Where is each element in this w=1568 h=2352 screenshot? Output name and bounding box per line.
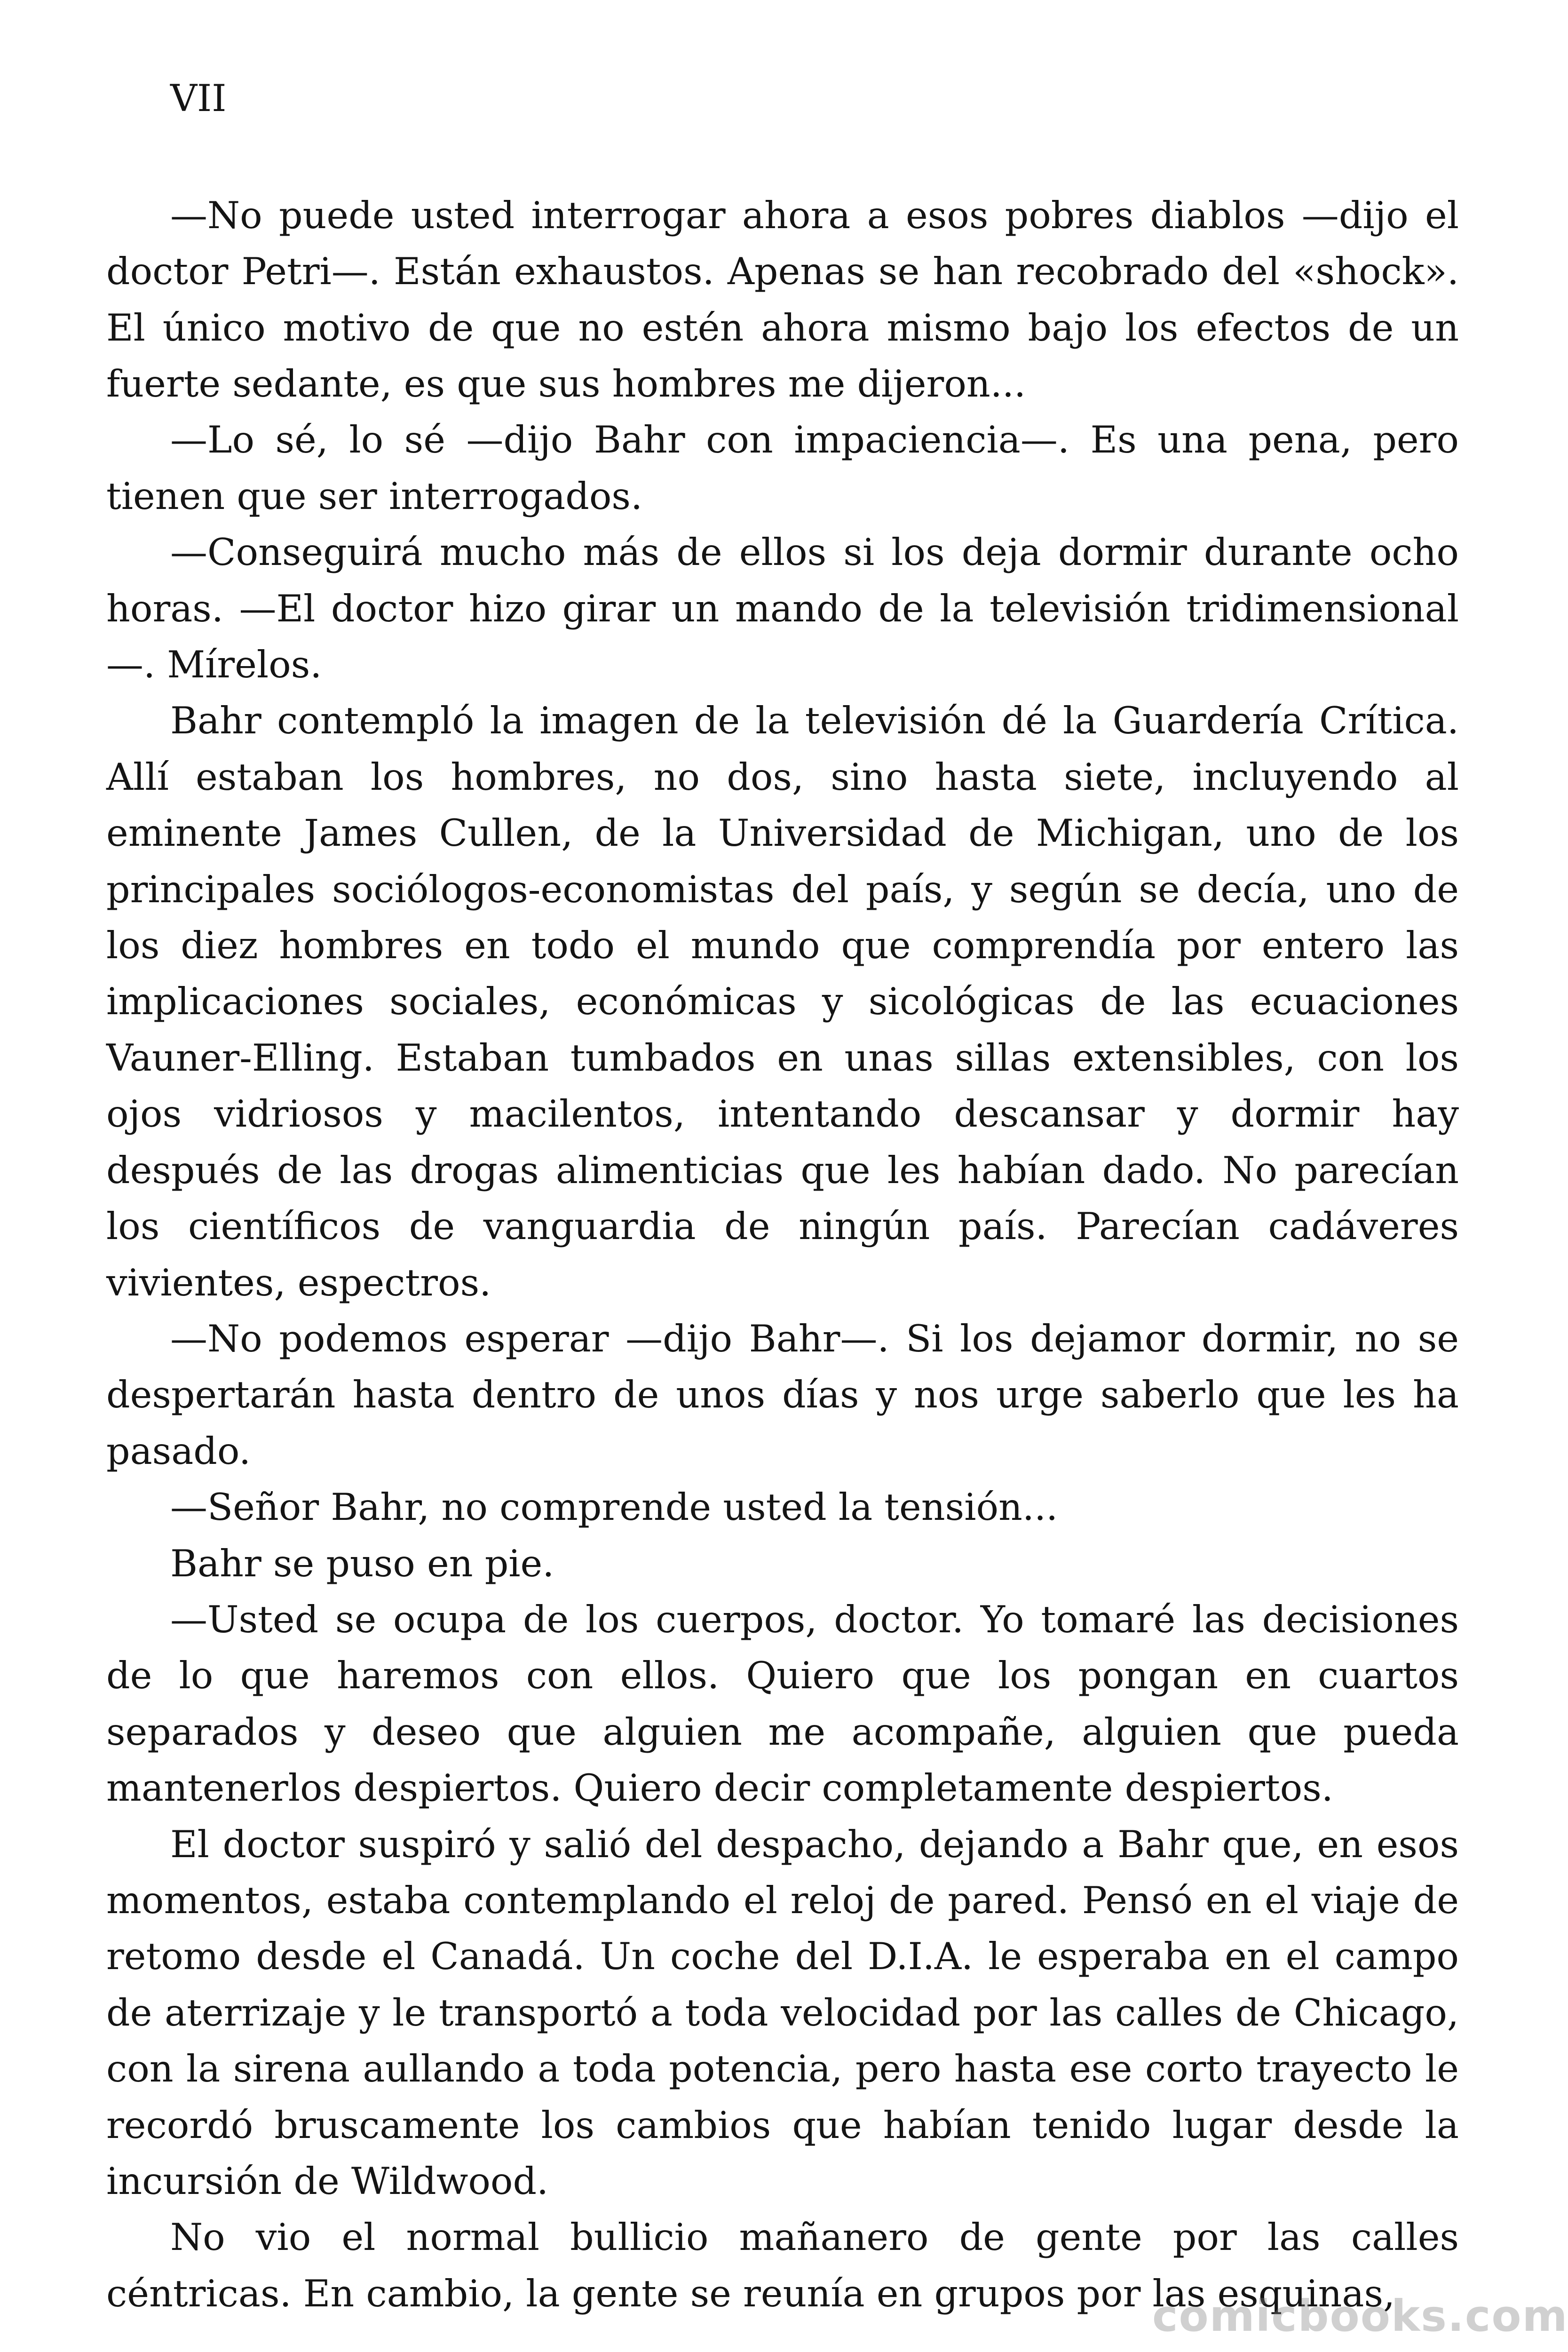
chapter-spacer (106, 131, 1459, 187)
paragraph: —Señor Bahr, no comprende usted la tensión... (170, 1486, 1058, 1529)
paragraph: —No puede usted interrogar ahora a esos pobres diablos —dijo el doctor Petri—. Están exhaustos. Apenas se han recobrado del «shock». El único motivo de que no estén ahora mismo bajo los efectos de un fuerte sedante, es que sus hombres me dijeron... (106, 193, 1459, 405)
paragraph: —Usted se ocupa de los cuerpos, doctor. Yo tomaré las decisiones de lo que haremos con ellos. Quiero que los pongan en cuartos separados y deseo que alguien me acompañe, alguien que pueda mantenerlos despiertos. Quiero decir completamente despiertos. (106, 1597, 1459, 1810)
book-page (106, 71, 1459, 2322)
paragraph: —Conseguirá mucho más de ellos si los deja dormir durante ocho horas. —El doctor hizo girar un mando de la televisión tridimensional —. Mírelos. (106, 531, 1459, 687)
paragraph: El doctor suspiró y salió del despacho, dejando a Bahr que, en esos momentos, estaba contemplando el reloj de pared. Pensó en el viaje de retomo desde el Canadá. Un coche del D.I.A. le esperaba en el campo de aterrizaje y le transportó a toda velocidad por las calles de Chicago, con la sirena aullando a toda potencia, pero hasta ese corto trayecto le recordó bruscamente los cambios que habían tenido lugar desde la incursión de Wildwood. (106, 1822, 1459, 2203)
paragraph: No vio el normal bullicio mañanero de gente por las calles céntricas. En cambio, la gente se reunía en grupos por las esquinas, (106, 2216, 1459, 2315)
paragraph: Bahr se puso en pie. (170, 1542, 554, 1585)
paragraph: —No podemos esperar —dijo Bahr—. Si los dejamor dormir, no se despertarán hasta dentro de unos días y nos urge saberlo que les ha pasado. (106, 1317, 1459, 1473)
paragraph: —Lo sé, lo sé —dijo Bahr con impaciencia—. Es una pena, pero tienen que ser interrogados. (106, 418, 1459, 518)
chapter-heading: VII (170, 77, 227, 120)
paragraph: Bahr contempló la imagen de la televisión dé la Guardería Crítica. Allí estaban los hombres, no dos, sino hasta siete, incluyendo al eminente James Cullen, de la Universidad de Michigan, uno de los principales sociólogos-economistas del país, y según se decía, uno de los diez hombres en todo el mundo que comprendía por entero las implicaciones sociales, económicas y sicológicas de las ecuaciones Vauner-Elling. Estaban tumbados en unas sillas extensibles, con los ojos vidriosos y macilentos, intentando descansar y dormir hay después de las drogas alimenticias que les habían dado. No parecían los científicos de vanguardia de ningún país. Parecían cadáveres vivientes, espectros. (106, 699, 1459, 1304)
watermark: comicbooks.com (1152, 2291, 1568, 2341)
